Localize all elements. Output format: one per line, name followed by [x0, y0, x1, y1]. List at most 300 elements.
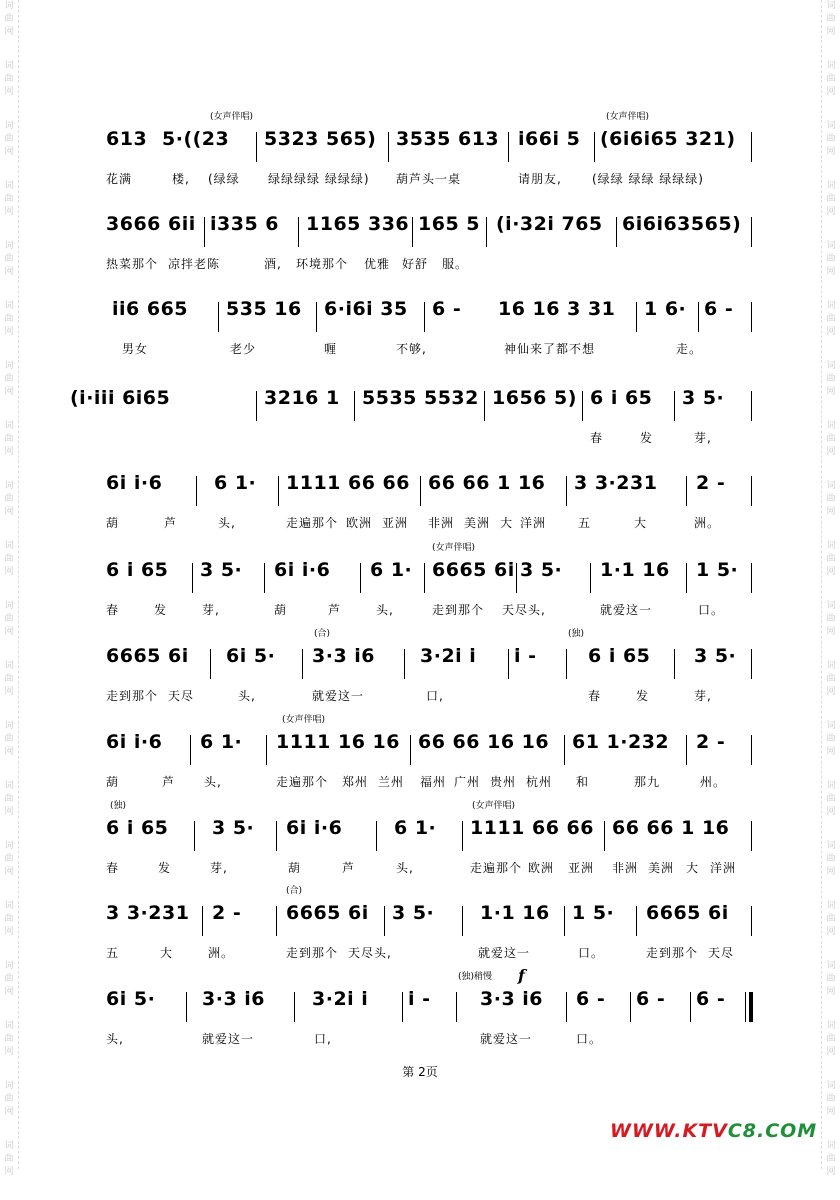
bar-line: [751, 476, 752, 506]
watermark-char: 曲: [4, 74, 14, 84]
watermark-gap: [2, 279, 16, 300]
lyric: 大: [686, 861, 700, 875]
watermark-char: 曲: [4, 14, 14, 24]
watermark-char: 网: [4, 1107, 14, 1117]
site-logo-part-1: WWW.KTV: [610, 1120, 728, 1142]
watermark-char: 网: [4, 807, 14, 817]
bar-line: [456, 992, 457, 1022]
lyric: 非洲: [428, 516, 455, 530]
watermark-gap: [2, 699, 16, 720]
watermark-char: 词: [826, 181, 836, 191]
measure: 2 -: [696, 731, 726, 753]
measure: 6i i·6: [106, 472, 163, 494]
watermark-gap: [824, 1179, 838, 1200]
watermark-char: 网: [826, 1047, 836, 1057]
watermark-char: 网: [4, 267, 14, 277]
bar-line: [484, 391, 485, 421]
watermark-char: 网: [4, 27, 14, 37]
watermark-char: 词: [4, 241, 14, 251]
lyric: 发: [636, 689, 650, 703]
bar-line: [190, 735, 191, 765]
watermark-gap: [824, 939, 838, 960]
lyric: 芦: [328, 603, 342, 617]
watermark-char: 曲: [826, 1154, 836, 1164]
bar-line: [424, 563, 425, 593]
measure: i335 6: [210, 213, 280, 235]
bar-line: [674, 649, 675, 679]
watermark-char: 曲: [4, 914, 14, 924]
lyric: 头,: [218, 516, 236, 530]
watermark-char: 网: [4, 627, 14, 637]
measure: 6i i·6: [286, 817, 343, 839]
watermark-char: 网: [4, 87, 14, 97]
watermark-char: 网: [826, 87, 836, 97]
watermark-char: 曲: [826, 434, 836, 444]
lyric: 就爱这一: [312, 689, 365, 703]
watermark-gap: [2, 519, 16, 540]
watermark-gap: [824, 99, 838, 120]
measure: i -: [408, 988, 431, 1010]
measure: 6i 5·: [106, 988, 156, 1010]
watermark-gap: [2, 1179, 16, 1200]
bar-line: [508, 649, 509, 679]
measure: 6·i6i 35: [324, 298, 408, 320]
lyric: 芽,: [210, 861, 228, 875]
bar-line: [751, 906, 752, 936]
watermark-char: 网: [826, 687, 836, 697]
watermark-gap: [2, 1119, 16, 1140]
watermark-char: 网: [4, 327, 14, 337]
measure: 5535 5532: [362, 387, 479, 409]
measure: 1 5·: [696, 559, 739, 581]
measure: 1656 5): [492, 387, 577, 409]
lyric: 请朋友,: [518, 172, 562, 186]
watermark-char: 词: [826, 961, 836, 971]
dynamic-forte: f: [518, 966, 525, 985]
lyric: 就爱这一: [480, 1032, 533, 1046]
watermark-gap: [824, 219, 838, 240]
watermark-char: 网: [826, 147, 836, 157]
lyric: 头,: [396, 861, 414, 875]
watermark-char: 词: [826, 1, 836, 11]
lyric: 葫: [106, 516, 120, 530]
lyric: 走到那个: [432, 603, 485, 617]
watermark-gap: [824, 819, 838, 840]
lyric: 和: [576, 775, 590, 789]
bar-line: [412, 217, 413, 247]
measure: i -: [514, 645, 537, 667]
measure: 3·3 i6: [202, 988, 266, 1010]
watermark-char: 曲: [4, 674, 14, 684]
lyric: 芦: [162, 775, 176, 789]
watermark-char: 词: [826, 721, 836, 731]
bar-line: [218, 302, 219, 332]
watermark-char: 词: [826, 781, 836, 791]
bar-line: [402, 992, 403, 1022]
measure: 6i i·6: [274, 559, 331, 581]
measure: 3·3 i6: [480, 988, 544, 1010]
lyric: 凉拌老陈: [168, 257, 221, 271]
watermark-char: 词: [4, 1141, 14, 1151]
bar-line: [202, 906, 203, 936]
measure: 3·3 i6: [312, 645, 376, 667]
bar-line: [278, 476, 279, 506]
performance-note: (女声伴唱): [472, 801, 516, 811]
bar-line: [636, 302, 637, 332]
lyric: 头,: [204, 775, 222, 789]
measure: 1 6·: [644, 298, 687, 320]
lyric: (绿绿: [208, 172, 240, 186]
watermark-gap: [824, 459, 838, 480]
performance-note: (女声伴唱): [606, 112, 650, 122]
watermark-char: 曲: [4, 434, 14, 444]
watermark-gap: [824, 1119, 838, 1140]
measure: 3·2i i: [420, 645, 477, 667]
watermark-char: 网: [826, 207, 836, 217]
measure: (i·iii 6i65: [70, 387, 171, 409]
bar-line: [388, 132, 389, 162]
lyric: 洲。: [694, 516, 721, 530]
measure: 3 5·: [520, 559, 563, 581]
watermark-char: 网: [826, 387, 836, 397]
watermark-gap: [824, 699, 838, 720]
watermark-char: 网: [826, 1167, 836, 1177]
bar-line: [276, 821, 277, 851]
bar-line: [566, 992, 567, 1022]
measure: 6i i·6: [106, 731, 163, 753]
watermark-gap: [824, 519, 838, 540]
lyric: 发: [640, 431, 654, 445]
bar-line: [616, 217, 617, 247]
measure: 6 1·: [200, 731, 243, 753]
watermark-char: 曲: [826, 674, 836, 684]
bar-line: [256, 132, 257, 162]
measure: 6665 6i: [646, 902, 729, 924]
lyric: 春: [588, 689, 602, 703]
final-bar-thick: [749, 992, 753, 1022]
watermark-char: 网: [826, 567, 836, 577]
measure: 6665 6i: [286, 902, 369, 924]
watermark-gap: [2, 219, 16, 240]
watermark-char: 网: [826, 507, 836, 517]
lyric: 酒,: [264, 257, 282, 271]
watermark-char: 网: [4, 747, 14, 757]
watermark-char: 词: [826, 841, 836, 851]
watermark-gap: [824, 999, 838, 1020]
site-logo: [610, 1120, 817, 1142]
measure: 6 i 65: [106, 559, 169, 581]
watermark-gap: [2, 639, 16, 660]
watermark-char: 词: [826, 1081, 836, 1091]
bar-line: [266, 735, 267, 765]
bar-line: [424, 302, 425, 332]
lyric: 洲。: [208, 946, 235, 960]
bar-line: [604, 821, 605, 851]
watermark-char: 网: [826, 627, 836, 637]
measure: 6 i 65: [588, 645, 651, 667]
watermark-char: 曲: [4, 554, 14, 564]
watermark-gap: [824, 159, 838, 180]
watermark-char: 曲: [826, 14, 836, 24]
bar-line: [751, 563, 752, 593]
watermark-gap: [2, 39, 16, 60]
bar-line: [590, 563, 591, 593]
watermark-char: 词: [4, 301, 14, 311]
watermark-gap: [2, 939, 16, 960]
site-logo-part-2: C8.COM: [727, 1120, 818, 1142]
watermark-char: 曲: [826, 614, 836, 624]
watermark-char: 曲: [4, 254, 14, 264]
measure: 66 66 1 16: [612, 817, 730, 839]
watermark-char: 曲: [4, 1034, 14, 1044]
watermark-char: 词: [4, 1081, 14, 1091]
measure: i66i 5: [518, 128, 581, 150]
performance-note: (女声伴唱): [282, 715, 326, 725]
lyric: 芦: [164, 516, 178, 530]
lyric: 就爱这一: [600, 603, 653, 617]
bar-line: [376, 821, 377, 851]
measure: 61 1·232: [572, 731, 670, 753]
lyric: 绿绿绿绿 绿绿绿): [268, 172, 370, 186]
performance-note: (女声伴唱): [432, 543, 476, 553]
lyric: 天尽: [708, 946, 735, 960]
lyric: 福州: [420, 775, 447, 789]
bar-line: [420, 476, 421, 506]
lyric: 走到那个: [286, 946, 339, 960]
measure: 1111 16 16: [276, 731, 400, 753]
lyric: 喱: [324, 342, 338, 356]
bar-line: [256, 391, 257, 421]
watermark-gap: [2, 759, 16, 780]
watermark-char: 网: [4, 1047, 14, 1057]
performance-note: (独): [110, 801, 127, 811]
bar-line: [751, 132, 752, 162]
page-edge-right: [821, 0, 822, 1169]
bar-line: [384, 906, 385, 936]
lyric: 春: [106, 603, 120, 617]
watermark-char: 网: [4, 867, 14, 877]
watermark-gap: [2, 999, 16, 1020]
watermark-char: 网: [826, 447, 836, 457]
watermark-char: 曲: [4, 1154, 14, 1164]
bar-line: [751, 302, 752, 332]
watermark-char: 词: [826, 241, 836, 251]
bar-line: [516, 563, 517, 593]
measure: 5323 565): [264, 128, 377, 150]
watermark-char: 词: [826, 1141, 836, 1151]
lyric: 花满: [106, 172, 133, 186]
bar-line: [204, 217, 205, 247]
lyric: 芽,: [694, 431, 712, 445]
bar-line: [192, 563, 193, 593]
lyric: 口。: [576, 1032, 603, 1046]
bar-line: [354, 391, 355, 421]
lyric: 走到那个: [106, 689, 159, 703]
bar-line: [360, 563, 361, 593]
watermark-char: 网: [4, 687, 14, 697]
measure: 6 -: [636, 988, 666, 1010]
measure: 3 3·231: [106, 902, 190, 924]
watermark-char: 曲: [826, 1034, 836, 1044]
watermark-char: 词: [4, 1, 14, 11]
watermark-char: 曲: [826, 794, 836, 804]
watermark-char: 曲: [826, 914, 836, 924]
watermark-char: 词: [4, 181, 14, 191]
lyric: 发: [154, 603, 168, 617]
lyric: 广州: [454, 775, 481, 789]
measure: 6665 6i: [106, 645, 189, 667]
measure: 6 -: [432, 298, 462, 320]
watermark-char: 词: [826, 361, 836, 371]
lyric: 亚洲: [382, 516, 409, 530]
lyric: 口。: [698, 603, 725, 617]
watermark-char: 网: [826, 1107, 836, 1117]
watermark-gap: [824, 39, 838, 60]
measure: 3666 6ii: [106, 213, 196, 235]
watermark-char: 曲: [826, 494, 836, 504]
watermark-char: 曲: [826, 374, 836, 384]
lyric: 芽,: [694, 689, 712, 703]
lyric: 芽,: [202, 603, 220, 617]
lyric: (绿绿 绿绿 绿绿绿): [592, 172, 704, 186]
page-edge-left: [18, 0, 19, 1169]
watermark-char: 词: [4, 421, 14, 431]
bar-line: [294, 992, 295, 1022]
bar-line: [404, 649, 405, 679]
watermark-char: 曲: [4, 494, 14, 504]
bar-line: [194, 821, 195, 851]
watermark-char: 网: [826, 747, 836, 757]
watermark-char: 网: [4, 507, 14, 517]
watermark-gap: [2, 399, 16, 420]
watermark-char: 网: [4, 387, 14, 397]
bar-line: [674, 391, 675, 421]
measure: 535 16: [226, 298, 302, 320]
bar-line: [276, 906, 277, 936]
watermark-char: 曲: [4, 134, 14, 144]
bar-line: [751, 821, 752, 851]
lyric: 热菜那个: [106, 257, 159, 271]
watermark-char: 网: [4, 447, 14, 457]
watermark-char: 曲: [826, 734, 836, 744]
measure: 3216 1: [264, 387, 340, 409]
lyric: 口,: [426, 689, 444, 703]
measure: 6 1·: [214, 472, 257, 494]
watermark-char: 网: [826, 987, 836, 997]
watermark-strip-left: [2, 0, 16, 1177]
watermark-char: 词: [826, 421, 836, 431]
performance-note: (独): [568, 629, 585, 639]
watermark-char: 词: [4, 781, 14, 791]
final-bar-thin: [745, 992, 746, 1022]
watermark-char: 词: [4, 361, 14, 371]
watermark-gap: [824, 399, 838, 420]
lyric: 葫: [106, 775, 120, 789]
measure: 1111 66 66: [470, 817, 594, 839]
measure: 3535 613: [396, 128, 500, 150]
measure: 1165 336: [306, 213, 410, 235]
watermark-char: 网: [4, 927, 14, 937]
measure: 165 5: [418, 213, 480, 235]
measure: 6 -: [704, 298, 734, 320]
lyric: 就爱这一: [202, 1032, 255, 1046]
lyric: 兰州: [378, 775, 405, 789]
measure: (6i6i65 321): [600, 128, 736, 150]
watermark-char: 词: [4, 121, 14, 131]
watermark-char: 曲: [826, 854, 836, 864]
bar-line: [196, 476, 197, 506]
watermark-char: 词: [4, 901, 14, 911]
measure: 3 5·: [392, 902, 435, 924]
measure: 613: [106, 128, 148, 150]
measure: 6 -: [576, 988, 606, 1010]
lyric: 贵州: [490, 775, 517, 789]
watermark-gap: [824, 279, 838, 300]
measure: 1 5·: [572, 902, 615, 924]
watermark-char: 曲: [826, 134, 836, 144]
performance-note: (合): [286, 886, 303, 896]
lyric: 优雅: [364, 257, 391, 271]
bar-line: [486, 217, 487, 247]
bar-line: [302, 649, 303, 679]
watermark-char: 曲: [4, 794, 14, 804]
lyric: 天尽头,: [348, 946, 392, 960]
watermark-char: 网: [4, 1167, 14, 1177]
measure: (i·32i 765: [496, 213, 603, 235]
bar-line: [636, 906, 637, 936]
watermark-char: 网: [826, 927, 836, 937]
lyric: 头,: [238, 689, 256, 703]
lyric: 大: [500, 516, 514, 530]
watermark-char: 曲: [4, 734, 14, 744]
lyric: 葫: [288, 861, 302, 875]
watermark-char: 网: [4, 207, 14, 217]
bar-line: [751, 217, 752, 247]
watermark-gap: [2, 99, 16, 120]
bar-line: [298, 217, 299, 247]
lyric: 芦: [342, 861, 356, 875]
watermark-char: 曲: [4, 974, 14, 984]
measure: 6i 5·: [226, 645, 276, 667]
watermark-char: 词: [4, 1021, 14, 1031]
lyric: 服。: [442, 257, 469, 271]
watermark-char: 词: [4, 961, 14, 971]
watermark-char: 词: [826, 301, 836, 311]
watermark-gap: [824, 639, 838, 660]
watermark-gap: [824, 759, 838, 780]
bar-line: [564, 906, 565, 936]
bar-line: [462, 906, 463, 936]
bar-line: [410, 735, 411, 765]
lyric: 洋洲: [520, 516, 547, 530]
lyric: 美洲: [648, 861, 675, 875]
watermark-char: 网: [826, 327, 836, 337]
measure: 2 -: [212, 902, 242, 924]
measure: 6 -: [696, 988, 726, 1010]
lyric: 老少: [230, 342, 257, 356]
lyric: 好舒: [402, 257, 429, 271]
lyric: 大: [634, 516, 648, 530]
performance-note: (女声伴唱): [210, 112, 254, 122]
measure: 1111 66 66: [286, 472, 410, 494]
watermark-char: 词: [826, 61, 836, 71]
watermark-char: 词: [826, 541, 836, 551]
lyric: 发: [158, 861, 172, 875]
measure: 3 5·: [212, 817, 255, 839]
bar-line: [690, 992, 691, 1022]
watermark-char: 曲: [826, 254, 836, 264]
bar-line: [686, 735, 687, 765]
